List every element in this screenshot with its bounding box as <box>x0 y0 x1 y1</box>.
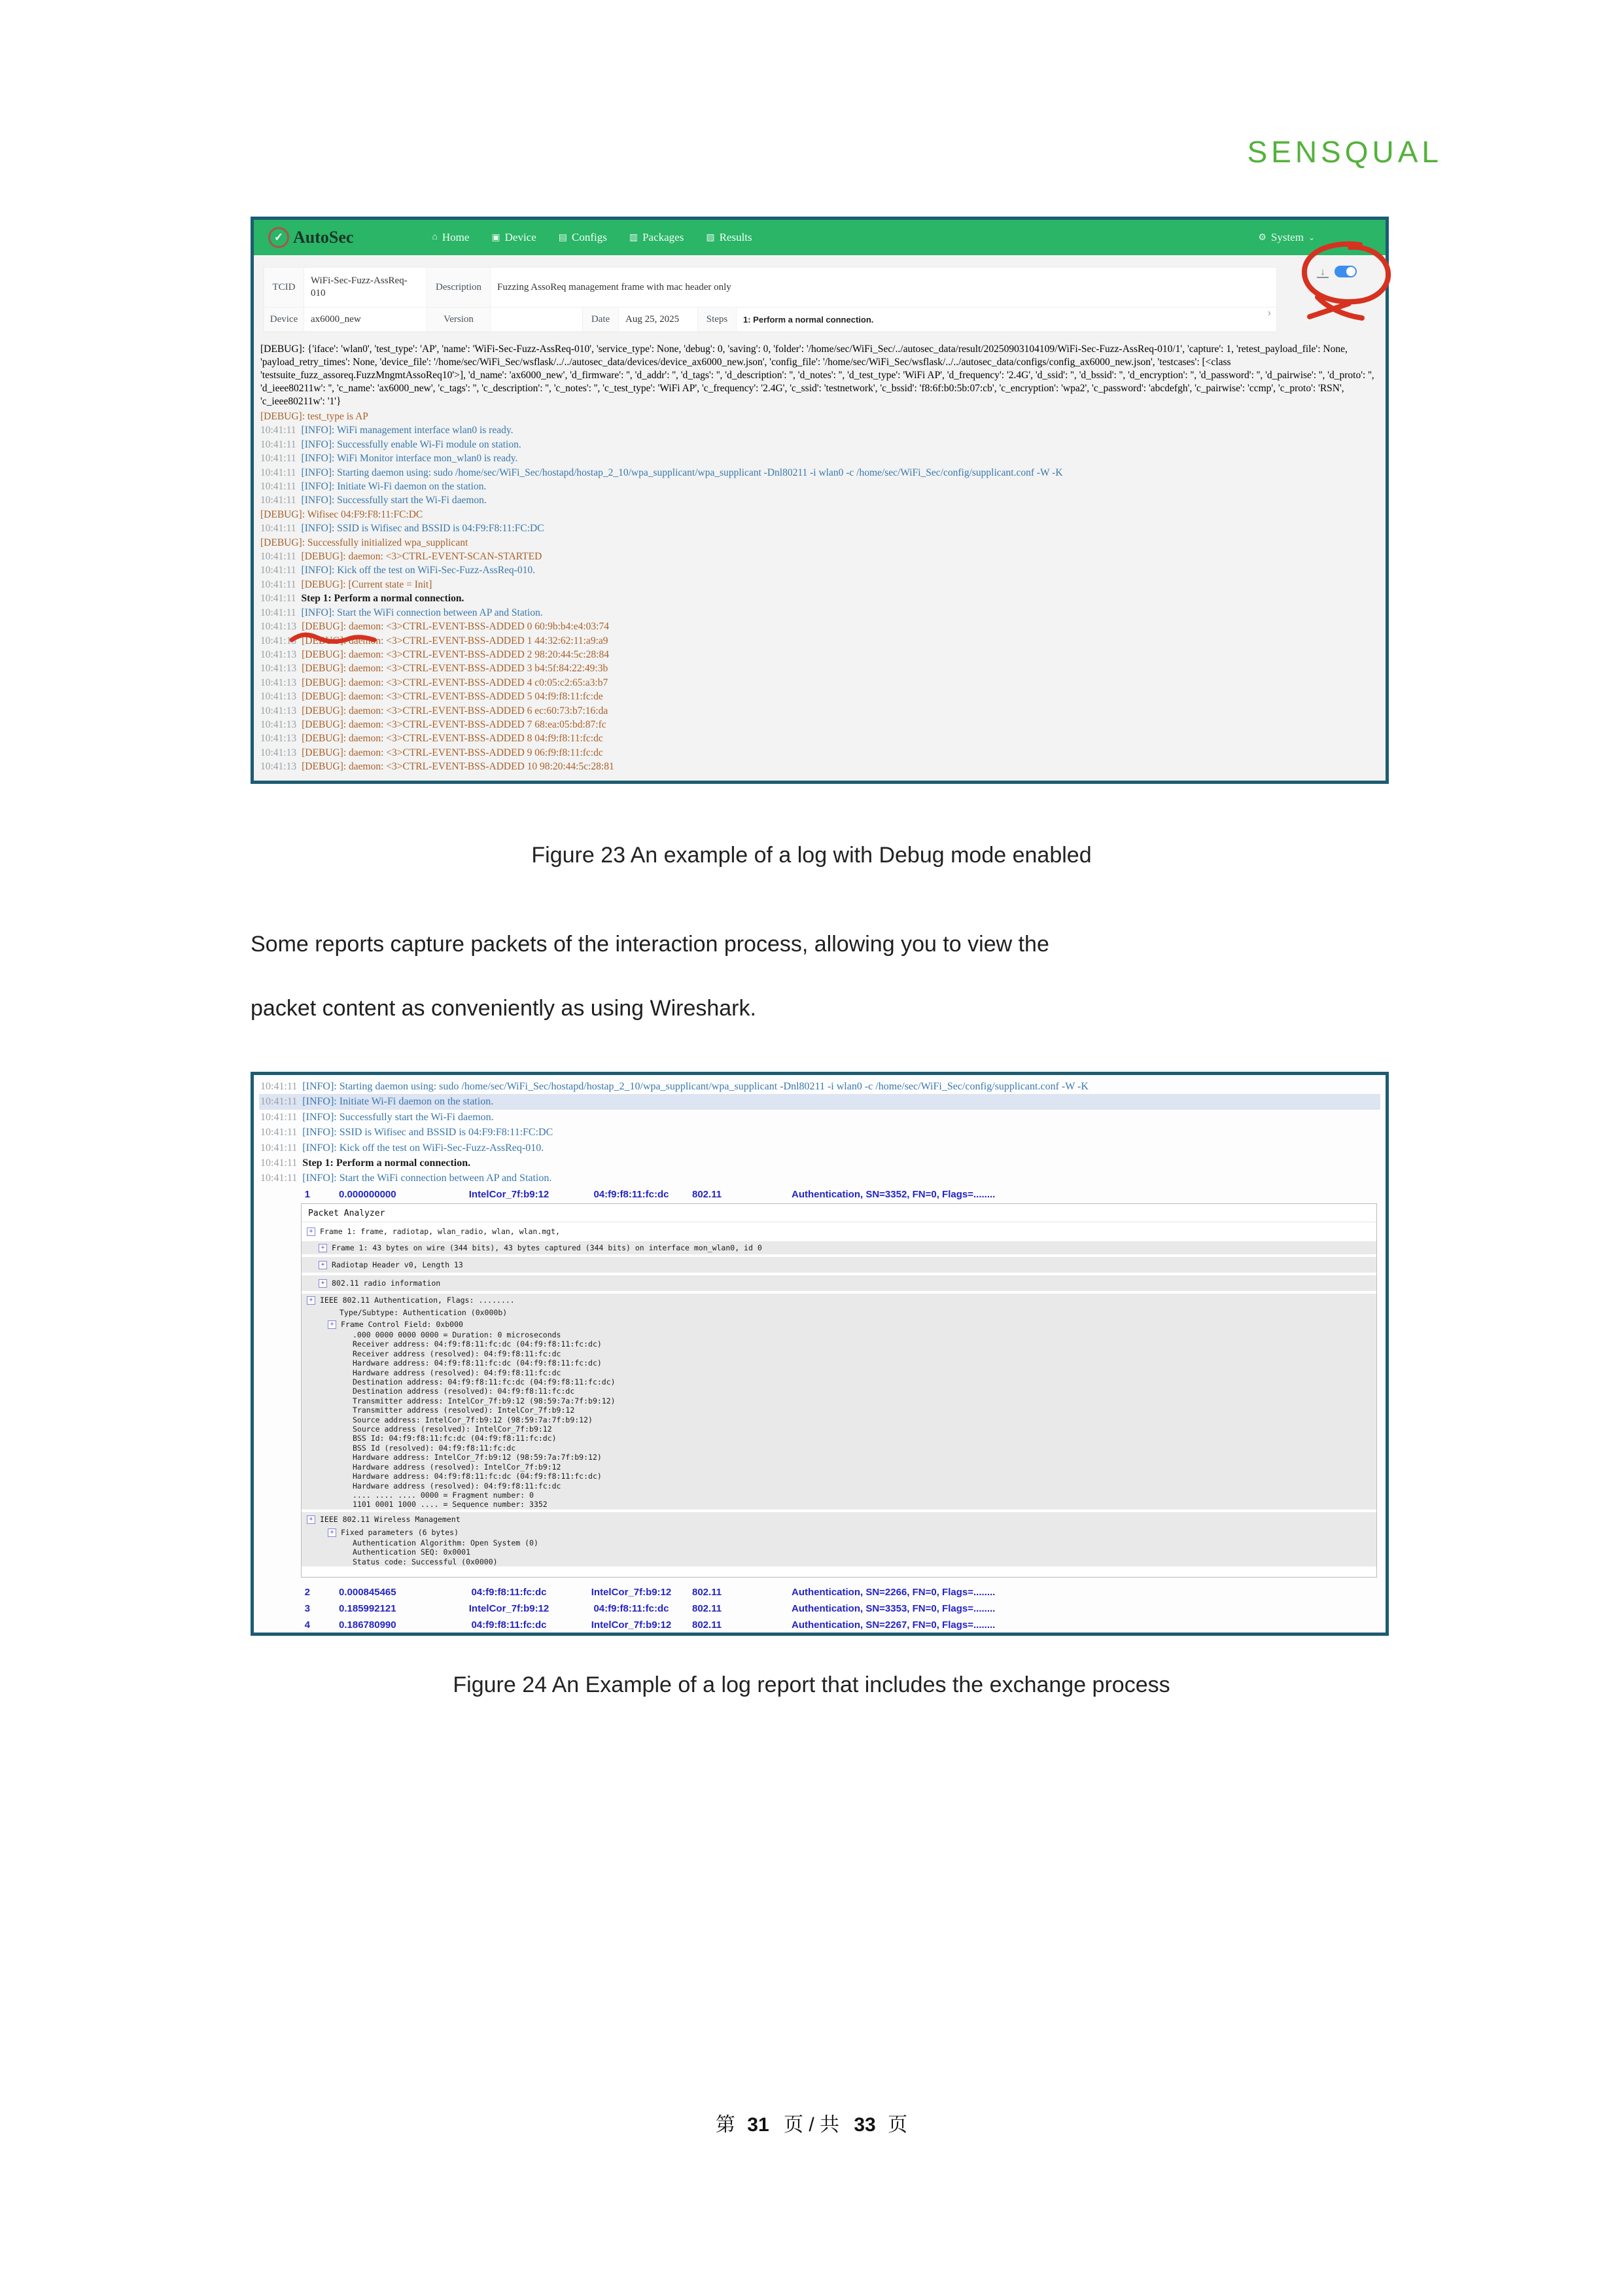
figure24-caption: Figure 24 An Example of a log report that includes the exchange process <box>453 1672 1170 1697</box>
tree-row-text: Hardware address (resolved): 04:f9:f8:11:fc:dc <box>353 1368 561 1377</box>
tree-row-text: Transmitter address (resolved): IntelCor_7f:b9:12 <box>353 1405 575 1415</box>
figure24-screenshot <box>251 1072 1389 1636</box>
nav-item-icon: ▥ <box>629 232 638 243</box>
footer-prefix: 第 <box>715 2114 735 2136</box>
packet-analyzer-title: Packet Analyzer <box>302 1204 1376 1222</box>
log-message: [DEBUG]: {'iface': 'wlan0', 'test_type': 'AP', 'name': 'WiFi-Sec-Fuzz-AssReq-010', 'service_type': None, 'debug': 0, 'saving': 0, 'folder': '/home/sec/WiFi_Sec/../autosec_data/result/20250903104109/WiFi-Sec-Fuzz-AssReq-010/1', 'capture': 1, 'retest_payload_file': None, 'payload_retry_times': None, 'device_file': '/home/sec/WiFi_Sec/wsflask/../../autosec_data/devices/device_ax6000_new.json', 'config_file': '/home/sec/WiFi_Sec/wsflask/../../autosec_data/configs/config_ax6000_new.json', 'testcases': [<class 'testsuite_fuzz_assoreq.FuzzMngmtAssoReq10'>], 'd_name': 'ax6000_new', 'd_firmware': '', 'd_addr': '', 'd_tags': '', 'd_description': '', 'd_notes': '', 'd_test_type': 'WiFi AP', 'd_frequency': '2.4G', 'd_ssid': '', 'd_bssid': '', 'd_encryption': '', 'd_password': '', 'd_pairwise': '', 'd_proto': '', 'd_ieee80211w': '', 'c_name': 'ax6000_new', 'c_tags': '', 'c_description': '', 'c_notes': '', 'c_test_type': 'WiFi AP', 'c_frequency': '2.4G', 'c_ssid': 'testnetwork', 'c_bssid': 'f8:6f:b0:5b:07:cb', 'c_encryption': 'wpa2', 'c_password': 'abcdefgh', 'c_pairwise': 'ccmp', 'c_proto': 'RSN', 'c_ieee80211w': '1'} <box>260 344 1374 407</box>
body-paragraph-line2: packet content as conveniently as using Wireshark. <box>251 996 756 1021</box>
log-message: [DEBUG]: daemon: <3>CTRL-EVENT-BSS-ADDED 9 06:f9:f8:11:fc:dc <box>302 747 603 758</box>
tree-row-text: Authentication Algorithm: Open System (0) <box>353 1538 538 1547</box>
debug-mode-toggle[interactable] <box>1335 266 1357 277</box>
testcase-info-card <box>263 267 1277 332</box>
download-icon[interactable]: ↓ <box>1317 267 1329 278</box>
tree-row-text: .000 0000 0000 0000 = Duration: 0 microseconds <box>353 1330 561 1339</box>
log-timestamp: 10:41:11 <box>260 425 296 436</box>
tree-row[interactable] <box>302 1443 1376 1453</box>
packet-source: IntelCor_7f:b9:12 <box>468 1189 550 1200</box>
nav-item-label: Home <box>442 231 470 243</box>
tree-row[interactable] <box>302 1462 1376 1472</box>
log-timestamp: 10:41:13 <box>260 733 297 745</box>
log-timestamp: 10:41:13 <box>260 761 297 773</box>
log-line <box>260 451 1376 465</box>
log-line <box>260 676 1376 690</box>
nav-item[interactable] <box>432 231 469 244</box>
log-timestamp: 10:41:11 <box>260 607 296 618</box>
log-timestamp: 10:41:11 <box>260 467 296 478</box>
tree-row-text: BSS Id (resolved): 04:f9:f8:11:fc:dc <box>353 1443 516 1453</box>
log-line <box>259 1171 1380 1186</box>
log-timestamp: 10:41:11 <box>260 1173 298 1184</box>
expand-icon[interactable] <box>319 1244 327 1252</box>
packet-protocol: 802.11 <box>692 1189 722 1200</box>
log-message: [DEBUG]: daemon: <3>CTRL-EVENT-BSS-ADDED 4 c0:05:c2:65:a3:b7 <box>302 677 608 688</box>
log-message: [INFO]: Starting daemon using: sudo /home/sec/WiFi_Sec/hostapd/hostap_2_10/wpa_supplicant/wpa_supplicant -Dnl80211 -i wlan0 -c /home/sec/WiFi_Sec/config/supplicant.conf -W -K <box>302 1081 1089 1092</box>
debug-log <box>260 343 1376 774</box>
tree-row[interactable] <box>302 1434 1376 1443</box>
log-timestamp: 10:41:13 <box>260 635 297 646</box>
log-line <box>260 704 1376 718</box>
log-message: Step 1: Perform a normal connection. <box>302 1157 471 1169</box>
log-message: [INFO]: WiFi management interface wlan0 is ready. <box>301 425 514 436</box>
autosec-brand[interactable] <box>268 227 353 248</box>
log-message: [DEBUG]: test_type is AP <box>260 411 368 422</box>
log-timestamp: 10:41:11 <box>260 1096 298 1108</box>
tree-row[interactable] <box>302 1415 1376 1424</box>
version-label: Version <box>427 308 491 331</box>
tree-row-text: Source address: IntelCor_7f:b9:12 (98:59:7a:7f:b9:12) <box>353 1415 593 1424</box>
expand-icon[interactable] <box>328 1320 336 1329</box>
tree-row[interactable] <box>302 1491 1376 1500</box>
tree-row[interactable] <box>302 1349 1376 1358</box>
log-line <box>260 606 1376 620</box>
log-timestamp: 10:41:11 <box>260 481 296 493</box>
log-message: [INFO]: Kick off the test on WiFi-Sec-Fuzz-AssReq-010. <box>302 1142 544 1154</box>
log-line <box>260 592 1376 605</box>
tree-row[interactable] <box>302 1405 1376 1415</box>
log-line <box>260 732 1376 745</box>
log-timestamp: 10:41:13 <box>260 621 297 633</box>
info-row-1 <box>264 268 1276 308</box>
tree-row-text: .... .... .... 0000 = Fragment number: 0 <box>353 1490 534 1500</box>
packet-no: 2 <box>304 1587 310 1598</box>
log-timestamp: 10:41:13 <box>260 705 297 716</box>
tree-row-text: Destination address: 04:f9:f8:11:fc:dc (04:f9:f8:11:fc:dc) <box>353 1377 616 1387</box>
log-message: [INFO]: SSID is Wifisec and BSSID is 04:F9:F8:11:FC:DC <box>301 523 544 535</box>
log-line <box>260 718 1376 732</box>
tree-row[interactable] <box>302 1368 1376 1377</box>
tree-row-text: Hardware address: 04:f9:f8:11:fc:dc (04:f9:f8:11:fc:dc) <box>353 1472 602 1481</box>
version-value <box>491 308 582 331</box>
expand-icon[interactable] <box>307 1515 315 1524</box>
tree-row-text: Authentication SEQ: 0x0001 <box>353 1547 471 1557</box>
nav-item-icon: ▧ <box>706 232 715 243</box>
packet-protocol: 802.11 <box>692 1603 722 1614</box>
log-message: [INFO]: Starting daemon using: sudo /home/sec/WiFi_Sec/hostapd/hostap_2_10/wpa_supplicant/wpa_supplicant -Dnl80211 -i wlan0 -c /home/sec/WiFi_Sec/config/supplicant.conf -W -K <box>301 467 1063 478</box>
log-message: [DEBUG]: daemon: <3>CTRL-EVENT-BSS-ADDED 5 04:f9:f8:11:fc:de <box>302 691 603 703</box>
log-message: [DEBUG]: daemon: <3>CTRL-EVENT-BSS-ADDED 8 04:f9:f8:11:fc:dc <box>302 733 603 745</box>
tree-row[interactable] <box>302 1453 1376 1462</box>
tree-row-text: Fixed parameters (6 bytes) <box>341 1527 459 1537</box>
packet-source: 04:f9:f8:11:fc:dc <box>471 1587 547 1598</box>
nav-item[interactable] <box>629 231 684 244</box>
log-message: [INFO]: Successfully start the Wi-Fi daemon. <box>301 495 487 506</box>
log-message: [INFO]: Kick off the test on WiFi-Sec-Fuzz-AssReq-010. <box>301 565 535 576</box>
packet-list-top <box>254 1188 1380 1204</box>
log-timestamp: 10:41:11 <box>260 523 296 535</box>
packet-no: 4 <box>304 1619 310 1631</box>
tree-row-text: Frame Control Field: 0xb000 <box>341 1320 463 1329</box>
toggle-knob <box>1346 267 1355 276</box>
packet-row[interactable] <box>254 1188 1380 1204</box>
tcid-value: WiFi-Sec-Fuzz-AssReq-010 <box>311 275 408 298</box>
log-timestamp: 10:41:13 <box>260 691 297 703</box>
tcid-label: TCID <box>264 268 304 307</box>
log-message: [INFO]: Initiate Wi-Fi daemon on the station. <box>302 1096 494 1108</box>
tree-row-text: Hardware address: IntelCor_7f:b9:12 (98:59:7a:7f:b9:12) <box>353 1453 602 1462</box>
log-line <box>260 760 1376 773</box>
packet-destination: 04:f9:f8:11:fc:dc <box>593 1603 669 1614</box>
expand-icon[interactable] <box>307 1227 315 1236</box>
log-message: [DEBUG]: daemon: <3>CTRL-EVENT-BSS-ADDED 3 b4:5f:84:22:49:3b <box>302 663 608 675</box>
log-timestamp: 10:41:11 <box>260 1142 298 1154</box>
nav-item-label: Device <box>504 231 536 243</box>
log-line <box>260 690 1376 703</box>
packet-analyzer-panel <box>301 1203 1377 1578</box>
log-message: [DEBUG]: daemon: <3>CTRL-EVENT-BSS-ADDED 10 98:20:44:5c:28:81 <box>302 761 614 773</box>
device-label: Device <box>264 308 304 331</box>
packet-row[interactable] <box>254 1602 1380 1618</box>
report-log <box>259 1079 1380 1186</box>
packet-row[interactable] <box>254 1585 1380 1602</box>
log-message: [INFO]: Successfully start the Wi-Fi daemon. <box>302 1111 494 1123</box>
nav-item-icon: ▣ <box>491 232 500 243</box>
log-line <box>260 550 1376 563</box>
log-timestamp: 10:41:13 <box>260 718 297 730</box>
log-line <box>259 1156 1380 1171</box>
log-line <box>260 563 1376 577</box>
tree-row[interactable] <box>302 1472 1376 1481</box>
packet-destination: IntelCor_7f:b9:12 <box>591 1587 672 1598</box>
description-label: Description <box>427 268 491 307</box>
tree-row-text: 802.11 radio information <box>332 1279 441 1288</box>
packet-time: 0.185992121 <box>339 1603 396 1614</box>
device-value: ax6000_new <box>311 313 361 325</box>
nav-item-label: Configs <box>572 231 607 243</box>
tree-row[interactable] <box>302 1275 1376 1291</box>
log-timestamp: 10:41:11 <box>260 578 296 590</box>
tree-row-text: Status code: Successful (0x0000) <box>353 1557 498 1566</box>
log-timestamp: 10:41:11 <box>260 1081 298 1092</box>
log-message: [DEBUG]: [Current state = Init] <box>301 578 432 590</box>
log-timestamp: 10:41:13 <box>260 747 297 758</box>
log-message: [DEBUG]: daemon: <3>CTRL-EVENT-SCAN-STARTED <box>301 551 542 563</box>
log-line <box>260 536 1376 550</box>
system-menu[interactable] <box>1258 231 1315 244</box>
tree-row[interactable] <box>302 1386 1376 1396</box>
sensqual-logo: SENSQUAL <box>1247 135 1442 169</box>
packet-destination: IntelCor_7f:b9:12 <box>591 1619 672 1631</box>
tree-row[interactable] <box>302 1527 1376 1538</box>
log-message: [INFO]: Successfully enable Wi-Fi module on station. <box>301 438 521 450</box>
tree-row-text: Radiotap Header v0, Length 13 <box>332 1260 463 1269</box>
log-timestamp: 10:41:11 <box>260 565 296 576</box>
log-message: [INFO]: Initiate Wi-Fi daemon on the station. <box>301 481 487 493</box>
log-timestamp: 10:41:13 <box>260 663 297 675</box>
tree-row[interactable] <box>302 1257 1376 1273</box>
nav-item[interactable] <box>559 231 607 244</box>
log-timestamp: 10:41:11 <box>260 1157 298 1169</box>
date-label: Date <box>582 308 619 331</box>
log-message: [INFO]: Start the WiFi connection between AP and Station. <box>302 1173 552 1184</box>
log-line <box>260 578 1376 592</box>
log-line <box>260 648 1376 662</box>
system-label: System <box>1270 231 1304 243</box>
packet-no: 3 <box>304 1603 310 1614</box>
tree-row-text: Destination address (resolved): 04:f9:f8:11:fc:dc <box>353 1386 575 1396</box>
log-timestamp: 10:41:11 <box>260 1111 298 1123</box>
footer-suffix: 页 <box>888 2114 908 2136</box>
log-message: [DEBUG]: Successfully initialized wpa_supplicant <box>260 537 468 548</box>
steps-value: 1: Perform a normal connection. <box>743 314 874 325</box>
tree-row-text: Hardware address (resolved): IntelCor_7f:b9:12 <box>353 1462 561 1472</box>
footer-total-pages: 33 <box>854 2114 876 2136</box>
log-line <box>259 1125 1380 1140</box>
packet-protocol: 802.11 <box>692 1587 722 1598</box>
tree-row[interactable] <box>302 1358 1376 1368</box>
log-line <box>260 634 1376 648</box>
check-circle-icon: ✓ <box>268 227 289 248</box>
log-line <box>260 423 1376 437</box>
log-line <box>260 746 1376 760</box>
date-value: Aug 25, 2025 <box>625 313 680 325</box>
tree-row-text: Type/Subtype: Authentication (0x000b) <box>340 1308 508 1317</box>
log-line <box>260 480 1376 493</box>
tree-row[interactable] <box>302 1512 1376 1527</box>
log-line <box>260 493 1376 507</box>
nav-item[interactable] <box>706 231 752 244</box>
log-line <box>260 620 1376 633</box>
nav-item-label: Results <box>719 231 752 243</box>
tree-row-text: Frame 1: 43 bytes on wire (344 bits), 43 bytes captured (344 bits) on interface mon_wlan0, id 0 <box>332 1243 762 1252</box>
log-timestamp: 10:41:13 <box>260 677 297 688</box>
tree-row[interactable] <box>302 1318 1376 1330</box>
tree-row-text: Receiver address: 04:f9:f8:11:fc:dc (04:f9:f8:11:fc:dc) <box>353 1339 602 1349</box>
log-line <box>259 1079 1380 1094</box>
log-line <box>260 343 1376 408</box>
packet-source: IntelCor_7f:b9:12 <box>468 1603 550 1614</box>
log-message: [DEBUG]: daemon: <3>CTRL-EVENT-BSS-ADDED 2 98:20:44:5c:28:84 <box>302 648 609 660</box>
log-message: [INFO]: Start the WiFi connection between AP and Station. <box>301 607 543 618</box>
brand-name: AutoSec <box>293 228 354 247</box>
footer-middle: 页 / 共 <box>783 2114 839 2136</box>
packet-row[interactable] <box>254 1618 1380 1634</box>
log-line <box>260 662 1376 675</box>
nav-item[interactable] <box>491 231 536 244</box>
tree-row[interactable] <box>302 1339 1376 1349</box>
packet-source: 04:f9:f8:11:fc:dc <box>471 1619 547 1631</box>
tree-row[interactable] <box>302 1424 1376 1434</box>
tree-row-text: IEEE 802.11 Wireless Management <box>320 1514 461 1524</box>
log-timestamp: 10:41:11 <box>260 453 296 465</box>
packet-time: 0.000845465 <box>339 1587 396 1598</box>
footer-page-number: 31 <box>747 2114 769 2136</box>
app-navbar <box>254 220 1386 255</box>
tree-row[interactable] <box>302 1396 1376 1405</box>
tree-row-text: Transmitter address: IntelCor_7f:b9:12 (98:59:7a:7f:b9:12) <box>353 1396 616 1405</box>
log-timestamp: 10:41:11 <box>260 438 296 450</box>
packet-no: 1 <box>304 1189 310 1200</box>
tree-row[interactable] <box>302 1500 1376 1509</box>
nav-items <box>432 231 752 244</box>
description-value: Fuzzing AssoReq management frame with mac header only <box>497 281 731 292</box>
tree-row[interactable] <box>302 1547 1376 1557</box>
steps-label: Steps <box>697 308 737 331</box>
log-timestamp: 10:41:11 <box>260 495 296 506</box>
log-message: [DEBUG]: daemon: <3>CTRL-EVENT-BSS-ADDED 1 44:32:62:11:a9:a9 <box>302 635 608 646</box>
tree-row-text: Source address (resolved): IntelCor_7f:b9:12 <box>353 1424 552 1434</box>
packet-protocol: 802.11 <box>692 1619 722 1631</box>
tree-row[interactable] <box>302 1294 1376 1307</box>
tree-row[interactable] <box>302 1481 1376 1491</box>
expand-icon[interactable] <box>319 1261 327 1269</box>
log-line <box>260 466 1376 480</box>
packet-list-bottom <box>254 1585 1380 1634</box>
packet-destination: 04:f9:f8:11:fc:dc <box>593 1189 669 1200</box>
tree-row-text: Receiver address (resolved): 04:f9:f8:11:fc:dc <box>353 1349 561 1358</box>
packet-info: Authentication, SN=3352, FN=0, Flags=........ <box>792 1189 996 1200</box>
tree-row-text: Hardware address: 04:f9:f8:11:fc:dc (04:f9:f8:11:fc:dc) <box>353 1358 602 1368</box>
packet-info: Authentication, SN=2267, FN=0, Flags=........ <box>792 1619 996 1631</box>
log-message: [DEBUG]: daemon: <3>CTRL-EVENT-BSS-ADDED 7 68:ea:05:bd:87:fc <box>302 718 606 730</box>
log-message: [INFO]: SSID is Wifisec and BSSID is 04:F9:F8:11:FC:DC <box>302 1127 553 1139</box>
packet-info: Authentication, SN=2266, FN=0, Flags=........ <box>792 1587 996 1598</box>
expand-icon[interactable] <box>319 1279 327 1288</box>
page-footer <box>0 2108 1623 2137</box>
chevron-right-icon[interactable]: › <box>1267 308 1271 319</box>
log-message: [DEBUG]: daemon: <3>CTRL-EVENT-BSS-ADDED 6 ec:60:73:b7:16:da <box>302 705 608 716</box>
body-paragraph-line1: Some reports capture packets of the interaction process, allowing you to view the <box>251 932 1049 957</box>
tree-row-text: Hardware address (resolved): 04:f9:f8:11:fc:dc <box>353 1481 561 1491</box>
expand-icon[interactable] <box>307 1296 315 1305</box>
log-line <box>259 1094 1380 1109</box>
tree-row[interactable] <box>302 1330 1376 1339</box>
tree-row-text: BSS Id: 04:f9:f8:11:fc:dc (04:f9:f8:11:fc:dc) <box>353 1434 557 1443</box>
packet-time: 0.000000000 <box>339 1189 396 1200</box>
tree-row[interactable] <box>302 1241 1376 1254</box>
log-timestamp: 10:41:13 <box>260 648 297 660</box>
tree-row[interactable] <box>302 1224 1376 1239</box>
packet-time: 0.186780990 <box>339 1619 396 1631</box>
log-message: [INFO]: WiFi Monitor interface mon_wlan0 is ready. <box>301 453 518 465</box>
packet-detail-tree <box>302 1222 1376 1566</box>
log-line <box>260 410 1376 423</box>
log-message: Step 1: Perform a normal connection. <box>301 593 464 605</box>
tree-row-text: 1101 0001 1000 .... = Sequence number: 3352 <box>353 1500 548 1510</box>
tree-row-text: IEEE 802.11 Authentication, Flags: ........ <box>320 1296 515 1305</box>
tree-row[interactable] <box>302 1557 1376 1566</box>
tree-row[interactable] <box>302 1377 1376 1386</box>
gear-icon: ⚙ <box>1258 232 1266 243</box>
packet-info: Authentication, SN=3353, FN=0, Flags=........ <box>792 1603 996 1614</box>
log-line <box>260 521 1376 535</box>
expand-icon[interactable] <box>328 1528 336 1537</box>
nav-item-icon: ⌂ <box>432 232 438 242</box>
figure23-screenshot <box>251 217 1389 784</box>
nav-item-icon: ▤ <box>558 232 567 243</box>
log-line <box>260 508 1376 521</box>
tree-row[interactable] <box>302 1307 1376 1318</box>
tree-row-text: Frame 1: frame, radiotap, wlan_radio, wlan, wlan.mgt, <box>320 1227 560 1236</box>
log-message: [DEBUG]: Wifisec 04:F9:F8:11:FC:DC <box>260 508 423 520</box>
nav-item-label: Packages <box>642 231 684 243</box>
log-line <box>259 1140 1380 1156</box>
log-line <box>260 438 1376 451</box>
log-timestamp: 10:41:11 <box>260 551 296 563</box>
log-message: [DEBUG]: daemon: <3>CTRL-EVENT-BSS-ADDED 0 60:9b:b4:e4:03:74 <box>302 621 609 633</box>
figure23-caption: Figure 23 An example of a log with Debug mode enabled <box>531 843 1092 868</box>
chevron-down-icon: ⌄ <box>1308 232 1315 242</box>
log-timestamp: 10:41:11 <box>260 593 296 605</box>
tree-row[interactable] <box>302 1538 1376 1547</box>
log-timestamp: 10:41:11 <box>260 1127 298 1139</box>
log-line <box>259 1110 1380 1125</box>
info-row-2 <box>264 308 1276 332</box>
